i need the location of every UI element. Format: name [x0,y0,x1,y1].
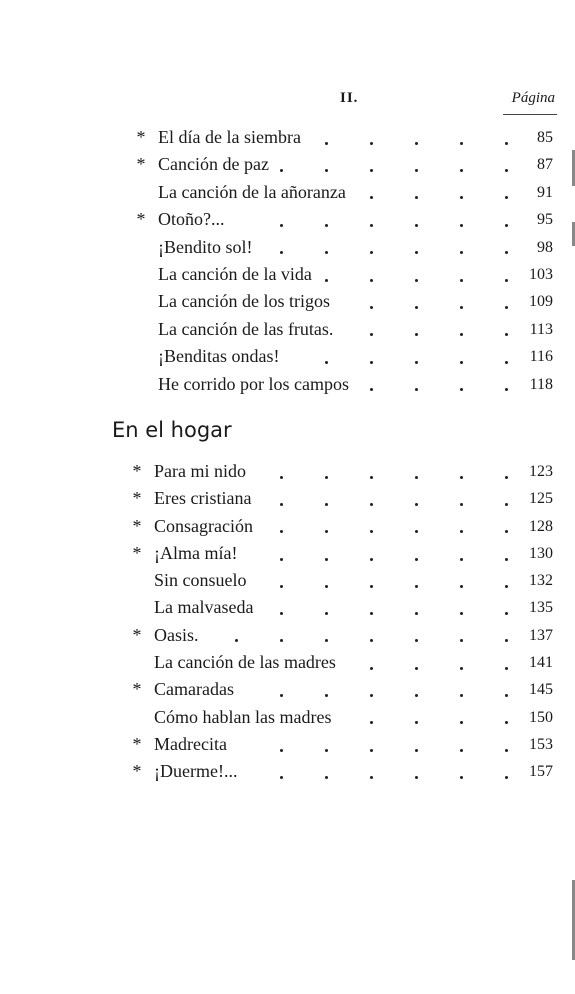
leader-dot [505,530,508,533]
entry-title: ¡Bendito sol! [158,236,253,257]
leader-dot [505,196,508,199]
dot-leader [0,758,575,785]
dot-leader [0,622,575,649]
leader-dot [325,585,328,588]
dot-leader [0,513,575,540]
toc-section-1 [0,124,575,398]
leader-dot [325,776,328,779]
leader-dot [460,558,463,561]
leader-dot [325,749,328,752]
leader-dot [370,196,373,199]
toc-entry [0,288,575,315]
leader-dot [325,142,328,145]
leader-dot [415,776,418,779]
leader-dot [505,612,508,615]
entry-title: La canción de las frutas. [158,318,334,339]
star-marker: * [132,624,142,645]
toc-entry [0,594,575,621]
page-number: 118 [529,375,553,393]
leader-dot [505,142,508,145]
leader-dot [415,639,418,642]
leader-dot [415,721,418,724]
leader-dot [280,169,283,172]
leader-dot [505,749,508,752]
leader-dot [505,251,508,254]
leader-dot [325,476,328,479]
entry-title: Camaradas [154,679,234,700]
dot-leader [0,485,575,512]
entry-title: ¡Benditas ondas! [158,346,280,367]
leader-dot [460,279,463,282]
leader-dot [415,388,418,391]
page-number: 123 [529,463,553,480]
page-number: 95 [537,211,553,229]
entry-title: Sin consuelo [154,570,247,591]
star-marker: * [132,679,142,700]
page-number: 135 [529,599,553,617]
leader-dot [505,503,508,506]
entry-title: Canción de paz [158,154,269,175]
dot-leader [0,288,575,315]
leader-dot [370,169,373,172]
leader-dot [415,224,418,227]
page-number: 130 [529,544,553,562]
leader-dot [370,333,373,336]
dot-leader [0,458,575,485]
page-number: 141 [529,654,553,672]
leader-dot [415,612,418,615]
star-marker: * [136,154,146,175]
toc-entry [0,676,575,703]
star-marker: * [132,542,142,563]
page-number: 113 [529,320,553,338]
header-rule [503,114,557,115]
leader-dot [280,639,283,642]
leader-dot [415,333,418,336]
leader-dot [415,558,418,561]
leader-dot [460,196,463,199]
leader-dot [460,721,463,724]
leader-dot [460,142,463,145]
leader-dot [325,169,328,172]
leader-dot [325,361,328,364]
leader-dot [325,279,328,282]
dot-leader [0,343,575,370]
dot-leader [0,731,575,758]
leader-dot [280,224,283,227]
leader-dot [460,224,463,227]
dot-leader [0,371,575,398]
leader-dot [325,558,328,561]
leader-dot [505,558,508,561]
dot-leader [0,234,575,261]
page-number: 91 [537,183,553,201]
toc-entry [0,343,575,370]
leader-dot [325,639,328,642]
leader-dot [370,612,373,615]
entry-title: Oasis. [154,624,199,645]
leader-dot [370,694,373,697]
leader-dot [505,279,508,282]
toc-entry [0,261,575,288]
toc-entry [0,567,575,594]
toc-entry [0,371,575,398]
leader-dot [415,169,418,172]
leader-dot [280,694,283,697]
leader-dot [505,224,508,227]
leader-dot [325,530,328,533]
toc-entry [0,206,575,233]
dot-leader [0,261,575,288]
dot-leader [0,704,575,731]
dot-leader [0,151,575,178]
entry-title: Eres cristiana [154,488,252,509]
toc-entry [0,513,575,540]
leader-dot [280,251,283,254]
leader-dot [370,503,373,506]
leader-dot [280,503,283,506]
entry-title: La canción de la añoranza [158,181,346,202]
leader-dot [505,169,508,172]
leader-dot [505,388,508,391]
entry-title: Madrecita [154,733,227,754]
leader-dot [460,251,463,254]
toc-entry [0,458,575,485]
entry-title: Otoño?... [158,209,225,230]
dot-leader [0,540,575,567]
dot-leader [0,594,575,621]
toc-entry [0,179,575,206]
dot-leader [0,206,575,233]
leader-dot [460,306,463,309]
page-number: 98 [537,238,553,256]
leader-dot [370,667,373,670]
page-number: 103 [529,265,553,283]
page-number: 85 [537,129,553,146]
leader-dot [505,721,508,724]
star-marker: * [136,127,146,147]
page-column-label: Página [511,90,555,106]
leader-dot [415,279,418,282]
leader-dot [460,585,463,588]
toc-entry [0,485,575,512]
dot-leader [0,649,575,676]
leader-dot [460,639,463,642]
page-number: 125 [529,490,553,508]
leader-dot [505,585,508,588]
entry-title: Cómo hablan las madres [154,706,332,727]
leader-dot [415,306,418,309]
entry-title: Para mi nido [154,461,246,481]
entry-title: La malvaseda [154,597,254,618]
leader-dot [280,476,283,479]
leader-dot [370,749,373,752]
leader-dot [460,749,463,752]
page-number: 132 [529,572,553,590]
star-marker: * [132,515,142,536]
leader-dot [505,667,508,670]
page-number: 145 [529,681,553,699]
leader-dot [460,169,463,172]
leader-dot [370,558,373,561]
leader-dot [505,361,508,364]
leader-dot [325,503,328,506]
entry-title: La canción de las madres [154,652,336,673]
page-number: 153 [529,735,553,753]
toc-entry [0,758,575,785]
leader-dot [505,694,508,697]
toc-entry [0,124,575,151]
toc-entry [0,649,575,676]
leader-dot [280,776,283,779]
page-number: 109 [529,293,553,311]
dot-leader [0,567,575,594]
leader-dot [505,306,508,309]
leader-dot [370,585,373,588]
leader-dot [370,530,373,533]
leader-dot [415,476,418,479]
page-number: 157 [529,763,553,781]
toc-entry [0,540,575,567]
star-marker: * [132,488,142,509]
page-number: 87 [537,156,553,174]
leader-dot [325,251,328,254]
leader-dot [325,224,328,227]
leader-dot [280,749,283,752]
leader-dot [370,388,373,391]
page-header [0,88,575,118]
page-number: 137 [529,626,553,644]
leader-dot [415,361,418,364]
leader-dot [370,361,373,364]
leader-dot [415,749,418,752]
dot-leader [0,179,575,206]
toc-entry [0,151,575,178]
star-marker: * [136,209,146,230]
entry-title: He corrido por los campos [158,373,349,394]
leader-dot [415,196,418,199]
leader-dot [505,639,508,642]
page-number: 150 [529,708,553,726]
leader-dot [280,612,283,615]
leader-dot [235,639,238,642]
leader-dot [415,585,418,588]
leader-dot [460,776,463,779]
leader-dot [370,476,373,479]
leader-dot [460,694,463,697]
leader-dot [460,503,463,506]
leader-dot [505,776,508,779]
leader-dot [505,333,508,336]
leader-dot [460,333,463,336]
leader-dot [460,476,463,479]
leader-dot [370,224,373,227]
leader-dot [460,612,463,615]
entry-title: ¡Duerme!... [154,761,238,782]
leader-dot [460,388,463,391]
leader-dot [505,476,508,479]
leader-dot [280,530,283,533]
leader-dot [280,558,283,561]
dot-leader [0,676,575,703]
star-marker: * [132,461,142,481]
toc-section-2 [0,458,575,786]
toc-entry [0,622,575,649]
entry-title: El día de la siembra [158,127,301,147]
toc-entry [0,316,575,343]
star-marker: * [132,761,142,782]
leader-dot [370,142,373,145]
page-number: 128 [529,517,553,535]
entry-title: ¡Alma mía! [154,542,238,563]
entry-title: La canción de la vida [158,263,312,284]
leader-dot [325,612,328,615]
leader-dot [325,694,328,697]
dot-leader [0,316,575,343]
toc-entry [0,731,575,758]
entry-title: La canción de los trigos [158,291,330,312]
entry-title: Consagración [154,515,253,536]
leader-dot [460,361,463,364]
leader-dot [370,306,373,309]
leader-dot [370,776,373,779]
leader-dot [415,251,418,254]
leader-dot [460,530,463,533]
section-number: II. [340,90,359,106]
leader-dot [460,667,463,670]
section-heading: En el hogar [112,418,232,442]
leader-dot [415,142,418,145]
leader-dot [415,667,418,670]
leader-dot [415,530,418,533]
leader-dot [370,251,373,254]
toc-entry [0,234,575,261]
leader-dot [370,639,373,642]
leader-dot [370,721,373,724]
leader-dot [415,694,418,697]
leader-dot [370,279,373,282]
leader-dot [415,503,418,506]
dot-leader [0,124,575,151]
page-number: 116 [529,348,553,366]
leader-dot [280,585,283,588]
toc-entry [0,704,575,731]
star-marker: * [132,733,142,754]
